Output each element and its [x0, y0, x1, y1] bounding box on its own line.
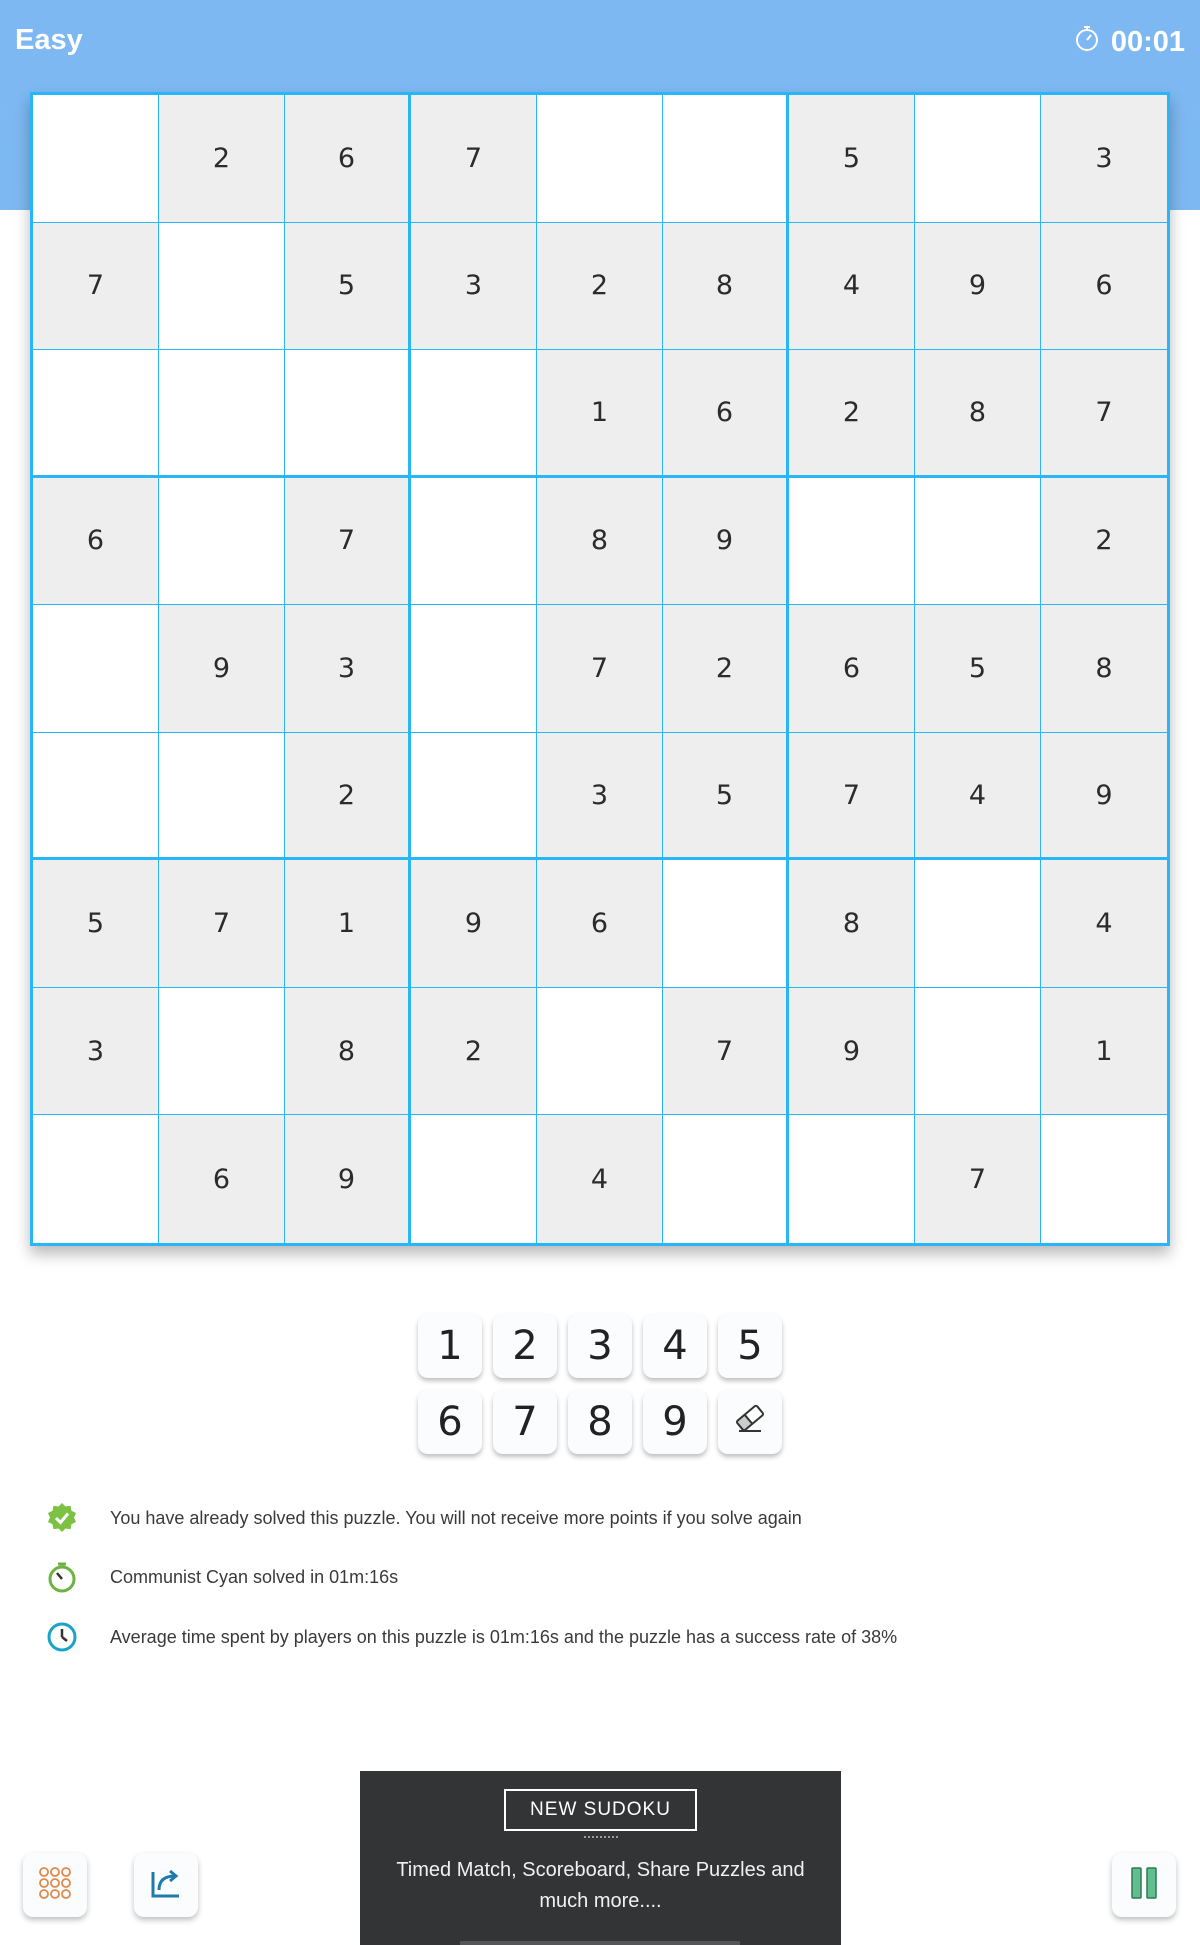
timer-value: 00:01 [1110, 25, 1185, 58]
key-3[interactable]: 3 [568, 1314, 632, 1378]
solved-notice-row [44, 1500, 802, 1536]
player-time-row [44, 1559, 398, 1595]
cell-r2-c1[interactable]: 7 [33, 223, 159, 351]
cell-r1-c7[interactable]: 5 [789, 95, 915, 223]
cell-r4-c8[interactable] [915, 478, 1041, 606]
key-9[interactable]: 9 [643, 1390, 707, 1454]
promo-banner[interactable] [360, 1771, 841, 1945]
cell-r6-c6[interactable]: 5 [663, 733, 789, 861]
promo-text: Timed Match, Scoreboard, Share Puzzles and much more.... [396, 1859, 805, 1912]
verified-badge-icon [44, 1500, 80, 1536]
cell-r1-c1[interactable] [33, 95, 159, 223]
cell-r8-c4[interactable]: 2 [411, 988, 537, 1116]
cell-r6-c4[interactable] [411, 733, 537, 861]
cell-r7-c4[interactable]: 9 [411, 860, 537, 988]
cell-r2-c6[interactable]: 8 [663, 223, 789, 351]
number-keypad [418, 1314, 782, 1454]
promo-bottom-bar [460, 1941, 740, 1945]
cell-r7-c5[interactable]: 6 [537, 860, 663, 988]
cell-r1-c4[interactable]: 7 [411, 95, 537, 223]
cell-r5-c5[interactable]: 7 [537, 605, 663, 733]
promo-dots [584, 1836, 618, 1839]
cell-r3-c6[interactable]: 6 [663, 350, 789, 478]
cell-r8-c8[interactable] [915, 988, 1041, 1116]
key-5[interactable]: 5 [718, 1314, 782, 1378]
cell-r8-c1[interactable]: 3 [33, 988, 159, 1116]
cell-r5-c2[interactable]: 9 [159, 605, 285, 733]
cell-r4-c2[interactable] [159, 478, 285, 606]
cell-r2-c7[interactable]: 4 [789, 223, 915, 351]
cell-r2-c8[interactable]: 9 [915, 223, 1041, 351]
player-time-text: Communist Cyan solved in 01m:16s [110, 1566, 399, 1587]
cell-r3-c1[interactable] [33, 350, 159, 478]
cell-r6-c5[interactable]: 3 [537, 733, 663, 861]
average-stats-row [44, 1619, 897, 1655]
cell-r7-c2[interactable]: 7 [159, 860, 285, 988]
cell-r1-c8[interactable] [915, 95, 1041, 223]
cell-r6-c8[interactable]: 4 [915, 733, 1041, 861]
cell-r9-c5[interactable]: 4 [537, 1115, 663, 1243]
eraser-button[interactable] [718, 1390, 782, 1454]
cell-r3-c5[interactable]: 1 [537, 350, 663, 478]
cell-r9-c7[interactable] [789, 1115, 915, 1243]
cell-r5-c6[interactable]: 2 [663, 605, 789, 733]
key-1[interactable]: 1 [418, 1314, 482, 1378]
cell-r7-c1[interactable]: 5 [33, 860, 159, 988]
cell-r1-c2[interactable]: 2 [159, 95, 285, 223]
cell-r4-c1[interactable]: 6 [33, 478, 159, 606]
cell-r4-c9[interactable]: 2 [1041, 478, 1167, 606]
cell-r4-c7[interactable] [789, 478, 915, 606]
cell-r9-c1[interactable] [33, 1115, 159, 1243]
stopwatch-icon [1073, 24, 1101, 60]
key-2[interactable]: 2 [493, 1314, 557, 1378]
grid-menu-icon [36, 1864, 74, 1907]
clock-icon [44, 1619, 80, 1655]
cell-r9-c8[interactable]: 7 [915, 1115, 1041, 1243]
cell-r5-c3[interactable]: 3 [285, 605, 411, 733]
cell-r6-c1[interactable] [33, 733, 159, 861]
cell-r4-c3[interactable]: 7 [285, 478, 411, 606]
cell-r5-c7[interactable]: 6 [789, 605, 915, 733]
cell-r4-c4[interactable] [411, 478, 537, 606]
cell-r1-c9[interactable]: 3 [1041, 95, 1167, 223]
cell-r7-c3[interactable]: 1 [285, 860, 411, 988]
cell-r1-c5[interactable] [537, 95, 663, 223]
key-4[interactable]: 4 [643, 1314, 707, 1378]
cell-r8-c6[interactable]: 7 [663, 988, 789, 1116]
share-button[interactable] [134, 1853, 198, 1917]
cell-r3-c2[interactable] [159, 350, 285, 478]
cell-r8-c9[interactable]: 1 [1041, 988, 1167, 1116]
cell-r2-c9[interactable]: 6 [1041, 223, 1167, 351]
pause-icon [1125, 1864, 1163, 1907]
cell-r9-c6[interactable] [663, 1115, 789, 1243]
cell-r6-c3[interactable]: 2 [285, 733, 411, 861]
cell-r5-c9[interactable]: 8 [1041, 605, 1167, 733]
cell-r2-c4[interactable]: 3 [411, 223, 537, 351]
cell-r9-c2[interactable]: 6 [159, 1115, 285, 1243]
grid-menu-button[interactable] [23, 1853, 87, 1917]
cell-r4-c6[interactable]: 9 [663, 478, 789, 606]
cell-r2-c2[interactable] [159, 223, 285, 351]
new-sudoku-button[interactable]: NEW SUDOKU [504, 1789, 697, 1831]
pause-button[interactable] [1112, 1853, 1176, 1917]
cell-r4-c5[interactable]: 8 [537, 478, 663, 606]
cell-r7-c9[interactable]: 4 [1041, 860, 1167, 988]
cell-r6-c9[interactable]: 9 [1041, 733, 1167, 861]
cell-r8-c3[interactable]: 8 [285, 988, 411, 1116]
average-stats-text: Average time spent by players on this puzzle is 01m:16s and the puzzle has a success rate of 38% [110, 1626, 898, 1647]
cell-r8-c7[interactable]: 9 [789, 988, 915, 1116]
cell-r2-c3[interactable]: 5 [285, 223, 411, 351]
cell-r5-c1[interactable] [33, 605, 159, 733]
cell-r6-c2[interactable] [159, 733, 285, 861]
cell-r3-c7[interactable]: 2 [789, 350, 915, 478]
cell-r7-c7[interactable]: 8 [789, 860, 915, 988]
cell-r9-c4[interactable] [411, 1115, 537, 1243]
cell-r2-c5[interactable]: 2 [537, 223, 663, 351]
cell-r3-c9[interactable]: 7 [1041, 350, 1167, 478]
solved-notice-text: You have already solved this puzzle. You will not receive more points if you solve again [110, 1507, 802, 1528]
cell-r3-c4[interactable] [411, 350, 537, 478]
cell-r7-c8[interactable] [915, 860, 1041, 988]
cell-r3-c8[interactable]: 8 [915, 350, 1041, 478]
share-icon [147, 1864, 185, 1907]
cell-r9-c9[interactable] [1041, 1115, 1167, 1243]
timer [1073, 24, 1185, 60]
key-8[interactable]: 8 [568, 1390, 632, 1454]
cell-r1-c3[interactable]: 6 [285, 95, 411, 223]
cell-r1-c6[interactable] [663, 95, 789, 223]
key-6[interactable]: 6 [418, 1390, 482, 1454]
cell-r6-c7[interactable]: 7 [789, 733, 915, 861]
sudoku-board [30, 92, 1170, 1246]
cell-r9-c3[interactable]: 9 [285, 1115, 411, 1243]
cell-r7-c6[interactable] [663, 860, 789, 988]
difficulty-label: Easy [15, 24, 83, 56]
key-7[interactable]: 7 [493, 1390, 557, 1454]
cell-r3-c3[interactable] [285, 350, 411, 478]
eraser-icon [733, 1399, 767, 1445]
cell-r8-c2[interactable] [159, 988, 285, 1116]
cell-r8-c5[interactable] [537, 988, 663, 1116]
cell-r5-c8[interactable]: 5 [915, 605, 1041, 733]
cell-r5-c4[interactable] [411, 605, 537, 733]
stopwatch-icon [44, 1559, 80, 1595]
